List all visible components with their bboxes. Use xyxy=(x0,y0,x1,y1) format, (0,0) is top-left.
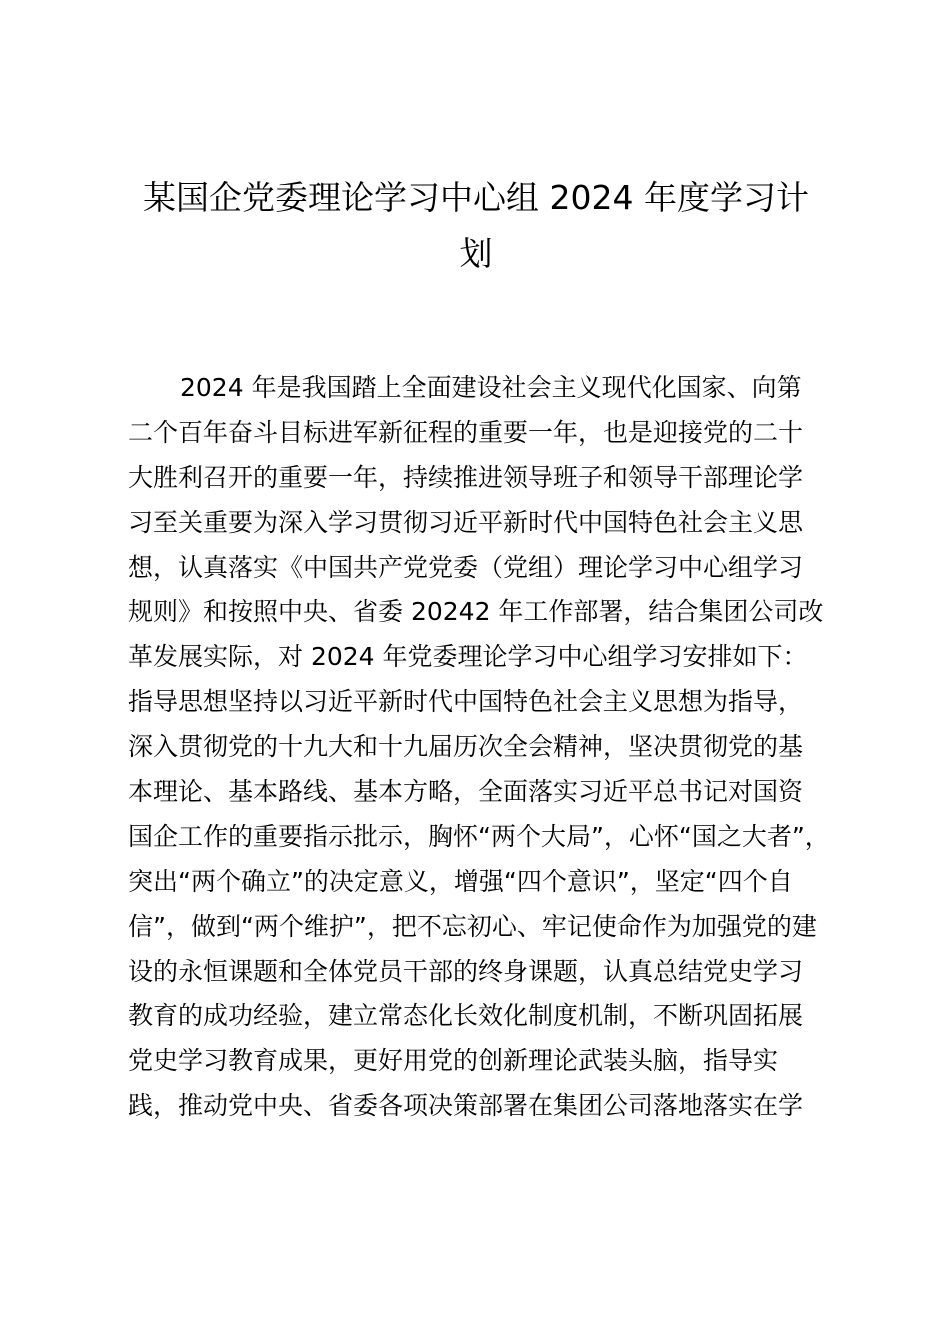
paragraph-line: 革发展实际，对 2024 年党委理论学习中心组学习安排如下： xyxy=(128,642,808,672)
paragraph-line: 规则》和按照中央、省委 20242 年工作部署，结合集团公司改 xyxy=(128,597,824,627)
paragraph-line: 设的永恒课题和全体党员干部的终身课题，认真总结党史学习 xyxy=(128,956,804,986)
paragraph-line: 党史学习教育成果，更好用党的创新理论武装头脑，指导实 xyxy=(128,1046,779,1076)
paragraph-line: 2024 年是我国踏上全面建设社会主义现代化国家、向第 xyxy=(180,373,802,402)
paragraph-line: 国企工作的重要指示批示，胸怀“两个大局”，心怀“国之大者”， xyxy=(128,821,830,851)
paragraph-line: 指导思想坚持以习近平新时代中国特色社会主义思想为指导， xyxy=(128,687,804,717)
paragraph-line: 本理论、基本路线、基本方略，全面落实习近平总书记对国资 xyxy=(128,777,804,807)
title-line: 划 xyxy=(459,234,493,273)
paragraph-line: 习至关重要为深入学习贯彻习近平新时代中国特色社会主义思 xyxy=(128,507,804,537)
paragraph-line: 信”，做到“两个维护”，把不忘初心、牢记使命作为加强党的建 xyxy=(128,911,817,941)
title-line: 某国企党委理论学习中心组 2024 年度学习计 xyxy=(143,178,809,217)
paragraph-line: 践，推动党中央、省委各项决策部署在集团公司落地落实在学 xyxy=(128,1091,804,1121)
document-title xyxy=(120,170,832,282)
paragraph-line: 教育的成功经验，建立常态化长效化制度机制，不断巩固拓展 xyxy=(128,1001,804,1031)
paragraph-line: 二个百年奋斗目标进军新征程的重要一年，也是迎接党的二十 xyxy=(128,417,804,447)
paragraph-line: 深入贯彻党的十九大和十九届历次全会精神，坚决贯彻党的基 xyxy=(128,732,804,762)
paragraph-line: 突出“两个确立”的决定意义，增强“四个意识”，坚定“四个自 xyxy=(128,866,793,896)
paragraph-line: 大胜利召开的重要一年，持续推进领导班子和领导干部理论学 xyxy=(128,462,804,492)
paragraph-line: 想，认真落实《中国共产党党委（党组）理论学习中心组学习 xyxy=(128,552,804,582)
body-paragraph xyxy=(128,366,838,1129)
